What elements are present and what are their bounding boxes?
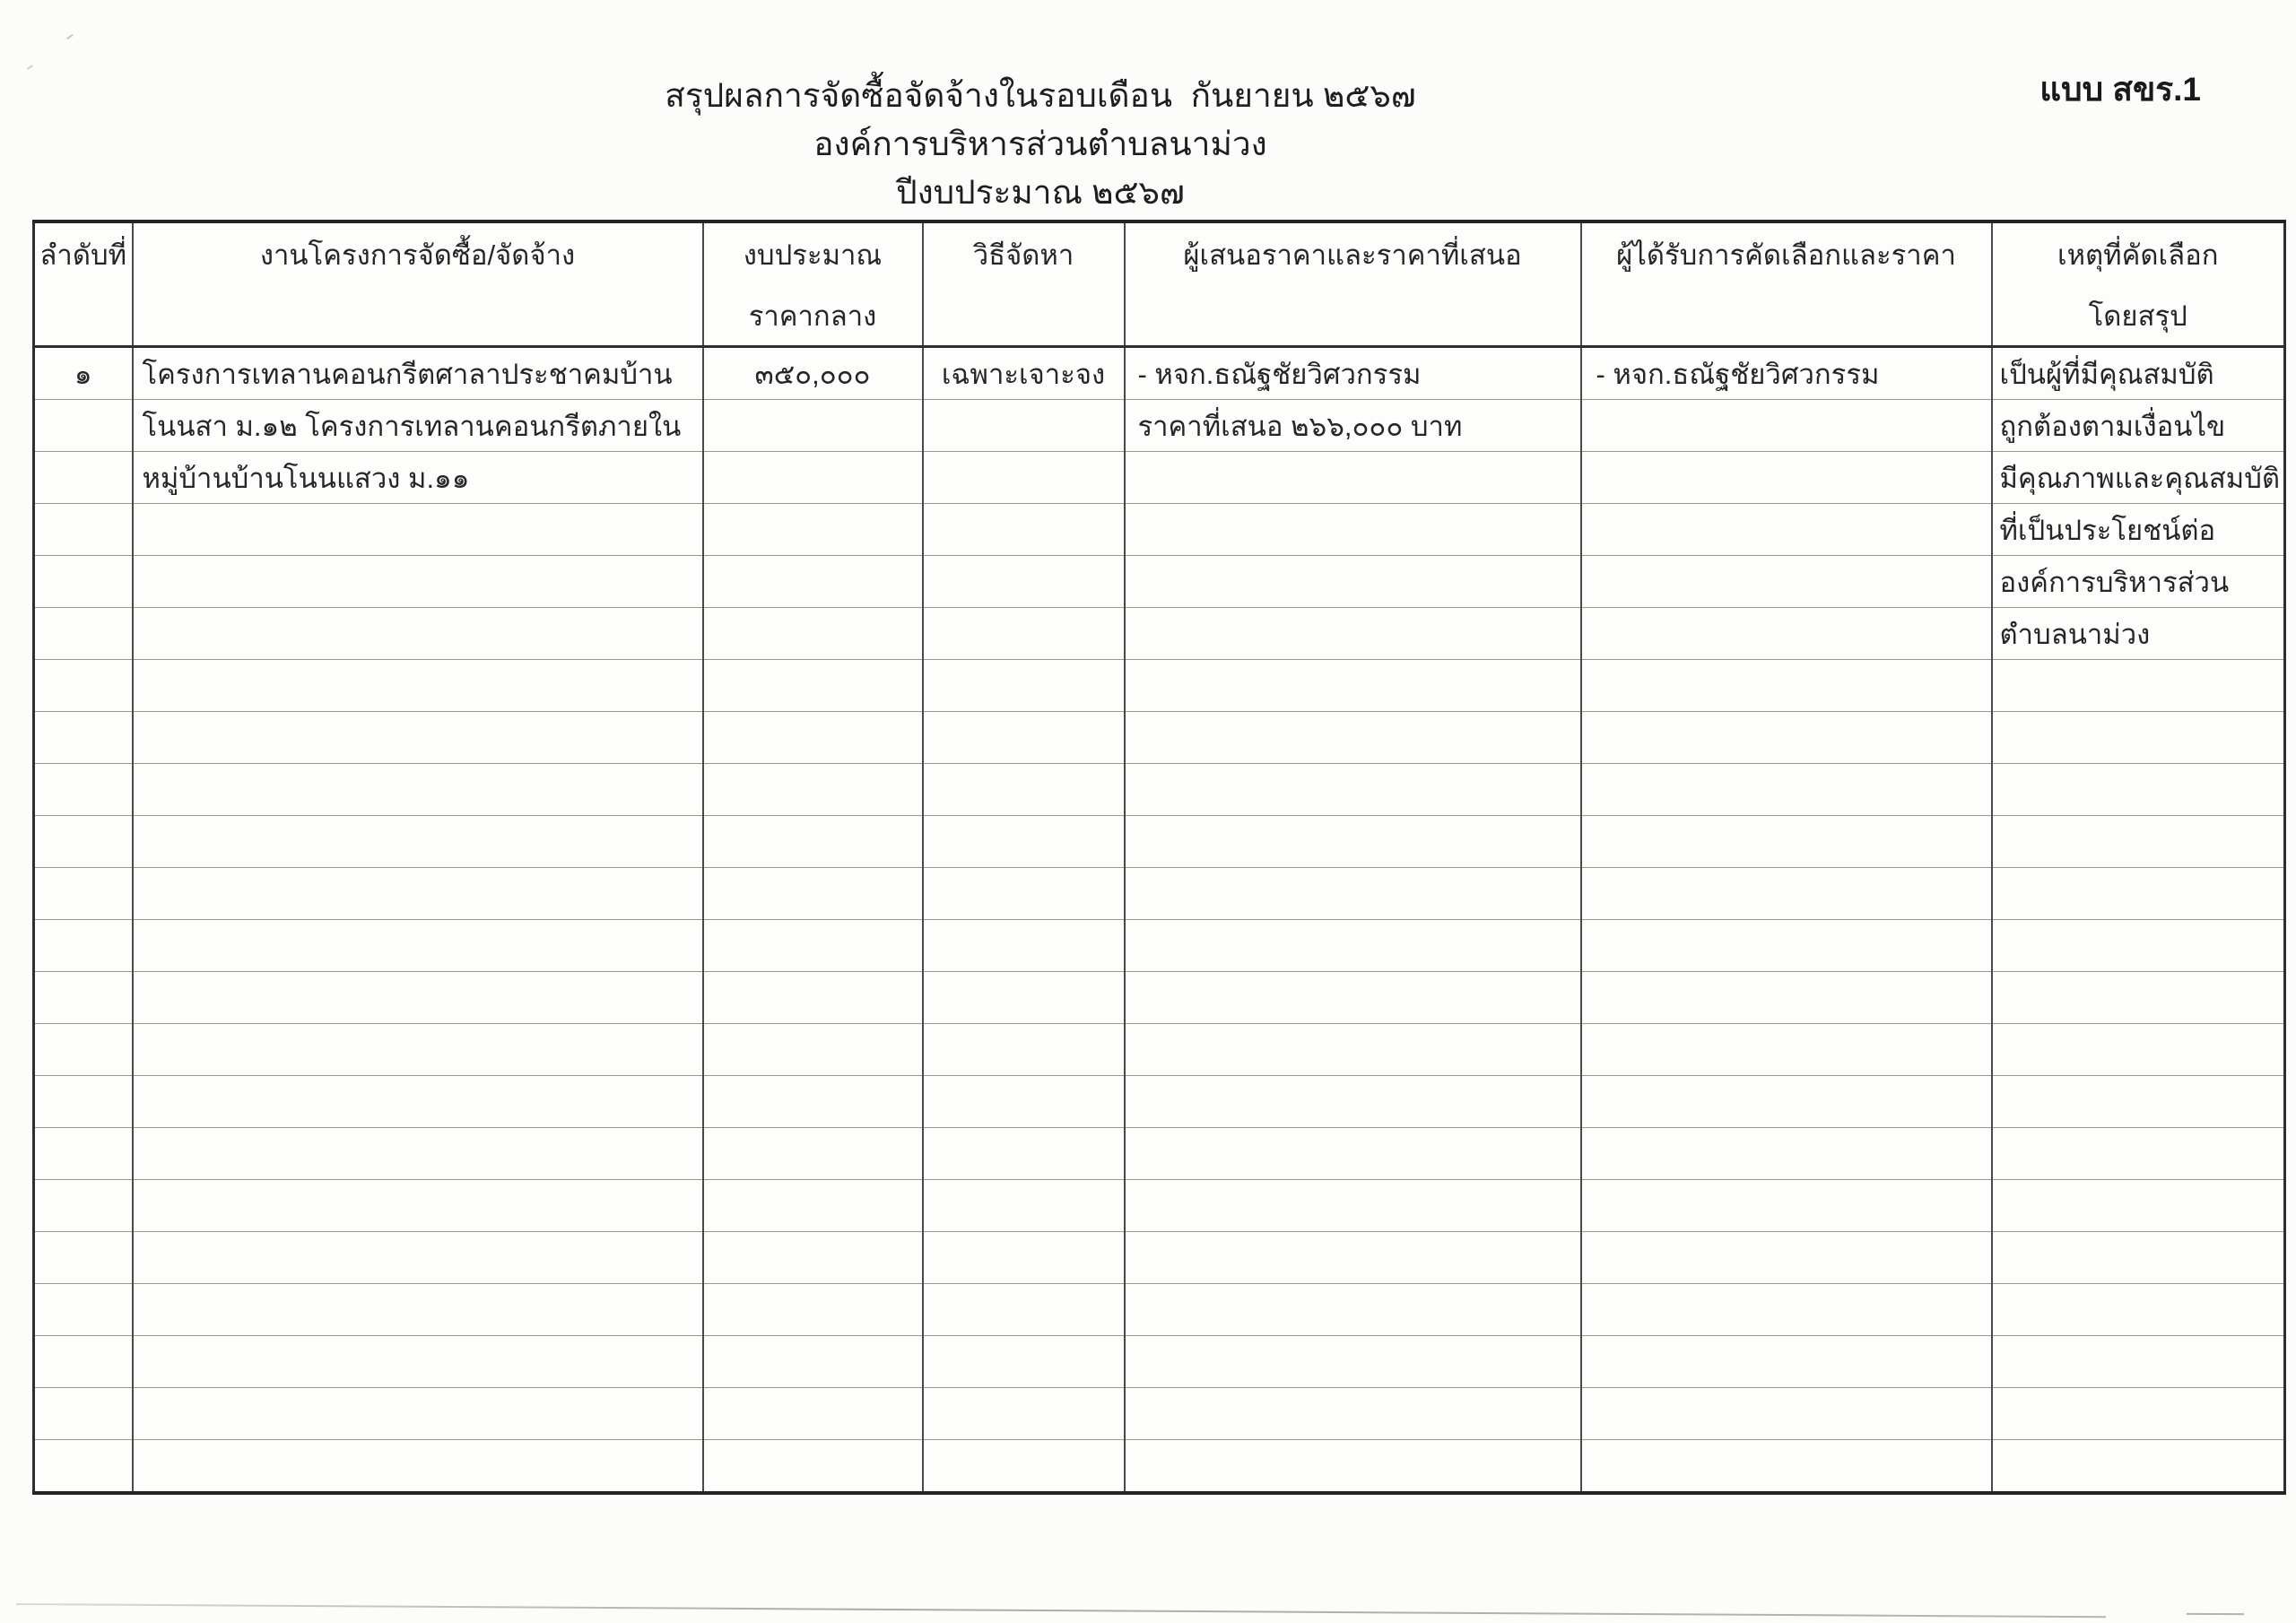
table-cell bbox=[133, 972, 703, 1024]
table-cell bbox=[34, 660, 133, 712]
table-cell bbox=[133, 1128, 703, 1180]
header-label-line2: โดยสรุป bbox=[2088, 300, 2187, 332]
table-cell bbox=[1125, 816, 1581, 868]
table-cell: เป็นผู้ที่มีคุณสมบัติ bbox=[1992, 347, 2285, 400]
table-row bbox=[34, 1076, 2285, 1128]
table-row bbox=[34, 660, 2285, 712]
header-label: งานโครงการจัดซื้อ/จัดจ้าง bbox=[259, 239, 576, 271]
table-cell bbox=[923, 504, 1125, 556]
table-cell bbox=[703, 504, 923, 556]
table-cell: ถูกต้องตามเงื่อนไข bbox=[1992, 400, 2285, 452]
table-cell bbox=[133, 660, 703, 712]
table-row bbox=[34, 556, 2285, 608]
table-cell bbox=[1125, 712, 1581, 764]
scan-artifact-line bbox=[16, 1603, 2106, 1618]
table-cell bbox=[1992, 920, 2285, 972]
table-cell: - หจก.ธณัฐชัยวิศวกรรม bbox=[1581, 347, 1992, 400]
table-cell bbox=[1581, 868, 1992, 920]
table-cell bbox=[923, 1232, 1125, 1284]
table-cell bbox=[1581, 660, 1992, 712]
table-cell bbox=[1581, 608, 1992, 660]
table-cell bbox=[34, 1284, 133, 1336]
table-cell bbox=[34, 816, 133, 868]
table-cell bbox=[34, 972, 133, 1024]
header-label: ผู้ได้รับการคัดเลือกและราคา bbox=[1616, 239, 1956, 271]
table-row bbox=[34, 1336, 2285, 1388]
table-cell: โนนสา ม.๑๒ โครงการเทลานคอนกรีตภายใน bbox=[133, 400, 703, 452]
header-cell-selected bbox=[1581, 221, 1992, 347]
table-cell bbox=[703, 764, 923, 816]
table-cell bbox=[34, 1024, 133, 1076]
table-cell bbox=[923, 1388, 1125, 1440]
table-cell bbox=[703, 1388, 923, 1440]
table-cell bbox=[1992, 1284, 2285, 1336]
table-cell bbox=[133, 1388, 703, 1440]
table-cell bbox=[1992, 868, 2285, 920]
table-cell bbox=[1581, 452, 1992, 504]
table-row bbox=[34, 764, 2285, 816]
table-cell: ตำบลนาม่วง bbox=[1992, 608, 2285, 660]
table-cell bbox=[1125, 920, 1581, 972]
table-cell bbox=[923, 868, 1125, 920]
table-cell bbox=[1992, 972, 2285, 1024]
header-cell-budget bbox=[703, 221, 923, 347]
table-cell bbox=[1125, 452, 1581, 504]
table-cell bbox=[133, 1076, 703, 1128]
table-cell bbox=[34, 1388, 133, 1440]
table-row bbox=[34, 712, 2285, 764]
table-cell bbox=[1581, 1128, 1992, 1180]
table-cell bbox=[923, 608, 1125, 660]
table-body bbox=[34, 347, 2285, 1494]
table-cell bbox=[133, 556, 703, 608]
table-cell bbox=[703, 1440, 923, 1494]
header-label: ลำดับที่ bbox=[39, 239, 127, 271]
table-cell: หมู่บ้านบ้านโนนแสวง ม.๑๑ bbox=[133, 452, 703, 504]
table-header-row bbox=[34, 221, 2285, 347]
table-cell bbox=[1125, 556, 1581, 608]
table-cell bbox=[923, 1180, 1125, 1232]
table-cell bbox=[1992, 816, 2285, 868]
scan-artifact-dash bbox=[2187, 1613, 2244, 1615]
table-cell bbox=[1581, 1336, 1992, 1388]
table-cell bbox=[703, 1336, 923, 1388]
table-row bbox=[34, 1440, 2285, 1494]
header-cell-index bbox=[34, 221, 133, 347]
header-cell-method bbox=[923, 221, 1125, 347]
table-cell bbox=[1125, 1284, 1581, 1336]
table-cell bbox=[34, 1180, 133, 1232]
table-cell bbox=[133, 1284, 703, 1336]
table-cell bbox=[923, 1128, 1125, 1180]
table-cell bbox=[1125, 1440, 1581, 1494]
table-cell: โครงการเทลานคอนกรีตศาลาประชาคมบ้าน bbox=[133, 347, 703, 400]
table-cell bbox=[1581, 920, 1992, 972]
table-cell bbox=[703, 608, 923, 660]
table-cell bbox=[703, 556, 923, 608]
header-cell-bidders bbox=[1125, 221, 1581, 347]
document-title-block bbox=[0, 72, 2081, 217]
table-cell bbox=[34, 400, 133, 452]
table-cell bbox=[703, 660, 923, 712]
table-cell bbox=[1992, 1388, 2285, 1440]
table-cell bbox=[1992, 1024, 2285, 1076]
table-cell bbox=[923, 556, 1125, 608]
table-row bbox=[34, 1388, 2285, 1440]
table-cell bbox=[1125, 1076, 1581, 1128]
procurement-summary-table bbox=[32, 220, 2286, 1495]
table-row bbox=[34, 1128, 2285, 1180]
table-cell bbox=[703, 712, 923, 764]
header-label: เหตุที่คัดเลือก bbox=[2057, 239, 2219, 271]
table-row bbox=[34, 1180, 2285, 1232]
table-cell bbox=[1581, 972, 1992, 1024]
table-row bbox=[34, 452, 2285, 504]
table-row bbox=[34, 400, 2285, 452]
table-cell bbox=[923, 1440, 1125, 1494]
table-cell: เฉพาะเจาะจง bbox=[923, 347, 1125, 400]
table-cell bbox=[133, 920, 703, 972]
table-cell bbox=[703, 1232, 923, 1284]
table-cell bbox=[133, 712, 703, 764]
table-cell bbox=[1125, 1180, 1581, 1232]
table-cell bbox=[923, 972, 1125, 1024]
form-code-label: แบบ สขร.1 bbox=[2039, 71, 2201, 108]
table-cell bbox=[133, 1180, 703, 1232]
table-cell bbox=[1581, 400, 1992, 452]
table-cell bbox=[1125, 504, 1581, 556]
table-cell bbox=[34, 452, 133, 504]
table-cell bbox=[923, 400, 1125, 452]
table-cell bbox=[133, 1336, 703, 1388]
table-row bbox=[34, 347, 2285, 400]
table-row bbox=[34, 816, 2285, 868]
table-cell bbox=[1992, 1440, 2285, 1494]
table-cell bbox=[923, 1024, 1125, 1076]
table-cell bbox=[34, 556, 133, 608]
table-row bbox=[34, 868, 2285, 920]
table-cell bbox=[133, 1232, 703, 1284]
table-cell bbox=[1581, 556, 1992, 608]
table-cell bbox=[703, 452, 923, 504]
table-row bbox=[34, 920, 2285, 972]
table-cell bbox=[1992, 712, 2285, 764]
table-cell bbox=[1581, 1180, 1992, 1232]
table-cell bbox=[703, 1024, 923, 1076]
table-cell bbox=[133, 608, 703, 660]
table-cell bbox=[1581, 1024, 1992, 1076]
table-cell bbox=[133, 816, 703, 868]
header-cell-project bbox=[133, 221, 703, 347]
table-cell bbox=[923, 816, 1125, 868]
table-cell bbox=[1992, 660, 2285, 712]
table-cell bbox=[703, 1180, 923, 1232]
table-cell bbox=[1125, 660, 1581, 712]
table-cell bbox=[34, 504, 133, 556]
table-cell: ๓๕๐,๐๐๐ bbox=[703, 347, 923, 400]
table-cell bbox=[1992, 1232, 2285, 1284]
table-row bbox=[34, 972, 2285, 1024]
table-cell bbox=[703, 1284, 923, 1336]
table-cell bbox=[923, 452, 1125, 504]
table-cell bbox=[1992, 764, 2285, 816]
table-cell bbox=[1581, 712, 1992, 764]
table-cell: องค์การบริหารส่วน bbox=[1992, 556, 2285, 608]
header-cell-reason bbox=[1992, 221, 2285, 347]
table-cell bbox=[1125, 1128, 1581, 1180]
table-cell bbox=[34, 1336, 133, 1388]
table-cell bbox=[703, 816, 923, 868]
table-row bbox=[34, 504, 2285, 556]
table-cell bbox=[1581, 1232, 1992, 1284]
table-cell bbox=[1992, 1180, 2285, 1232]
table-cell bbox=[34, 608, 133, 660]
table-cell bbox=[923, 712, 1125, 764]
table-cell bbox=[1581, 504, 1992, 556]
table-cell bbox=[133, 1440, 703, 1494]
table-cell bbox=[1125, 764, 1581, 816]
table-cell bbox=[1992, 1336, 2285, 1388]
table-cell bbox=[923, 1076, 1125, 1128]
table-cell bbox=[34, 1232, 133, 1284]
table-cell bbox=[703, 1076, 923, 1128]
table-cell bbox=[1125, 608, 1581, 660]
table-cell bbox=[1581, 764, 1992, 816]
table-cell bbox=[34, 1440, 133, 1494]
table-cell: ที่เป็นประโยชน์ต่อ bbox=[1992, 504, 2285, 556]
table-cell bbox=[1125, 1232, 1581, 1284]
header-label-line2: ราคากลาง bbox=[748, 300, 877, 332]
table-cell bbox=[1125, 1388, 1581, 1440]
header-label: วิธีจัดหา bbox=[972, 239, 1074, 271]
table-cell bbox=[1125, 1024, 1581, 1076]
table-row bbox=[34, 608, 2285, 660]
table-cell bbox=[703, 1128, 923, 1180]
table-cell bbox=[1581, 816, 1992, 868]
table-cell: ราคาที่เสนอ ๒๖๖,๐๐๐ บาท bbox=[1125, 400, 1581, 452]
table-cell bbox=[703, 400, 923, 452]
table-cell bbox=[34, 764, 133, 816]
table-row bbox=[34, 1024, 2285, 1076]
table-cell bbox=[34, 1128, 133, 1180]
table-cell bbox=[923, 1284, 1125, 1336]
scan-artifact-speck bbox=[27, 65, 33, 70]
table-cell bbox=[1581, 1388, 1992, 1440]
table-cell bbox=[703, 972, 923, 1024]
header-label: งบประมาณ bbox=[743, 239, 883, 271]
table-cell bbox=[1581, 1440, 1992, 1494]
table-cell bbox=[133, 504, 703, 556]
document-title-line3: ปีงบประมาณ ๒๕๖๗ bbox=[896, 174, 1185, 211]
document-title-line1: สรุปผลการจัดซื้อจัดจ้างในรอบเดือน กันยายน ๒๕๖๗ bbox=[665, 77, 1416, 114]
table-cell bbox=[1125, 972, 1581, 1024]
table-cell bbox=[923, 660, 1125, 712]
table-cell bbox=[923, 920, 1125, 972]
table-cell bbox=[1581, 1076, 1992, 1128]
table-row bbox=[34, 1284, 2285, 1336]
table-cell: - หจก.ธณัฐชัยวิศวกรรม bbox=[1125, 347, 1581, 400]
table-cell bbox=[133, 764, 703, 816]
table-cell: มีคุณภาพและคุณสมบัติ bbox=[1992, 452, 2285, 504]
table-cell bbox=[133, 868, 703, 920]
table-cell bbox=[1125, 1336, 1581, 1388]
table-header bbox=[34, 221, 2285, 347]
table-cell bbox=[923, 764, 1125, 816]
table-cell bbox=[923, 1336, 1125, 1388]
table-cell bbox=[1992, 1128, 2285, 1180]
scan-artifact-speck bbox=[66, 34, 74, 39]
table-cell bbox=[34, 1076, 133, 1128]
table-row bbox=[34, 1232, 2285, 1284]
table-cell bbox=[34, 868, 133, 920]
table-cell bbox=[1125, 868, 1581, 920]
table-cell bbox=[133, 1024, 703, 1076]
table-cell: ๑ bbox=[34, 347, 133, 400]
table-cell bbox=[34, 920, 133, 972]
table-cell bbox=[703, 868, 923, 920]
table-cell bbox=[34, 712, 133, 764]
header-label: ผู้เสนอราคาและราคาที่เสนอ bbox=[1183, 239, 1522, 271]
table-cell bbox=[703, 920, 923, 972]
document-title-line2: องค์การบริหารส่วนตำบลนาม่วง bbox=[813, 126, 1267, 162]
table-cell bbox=[1992, 1076, 2285, 1128]
table-cell bbox=[1581, 1284, 1992, 1336]
